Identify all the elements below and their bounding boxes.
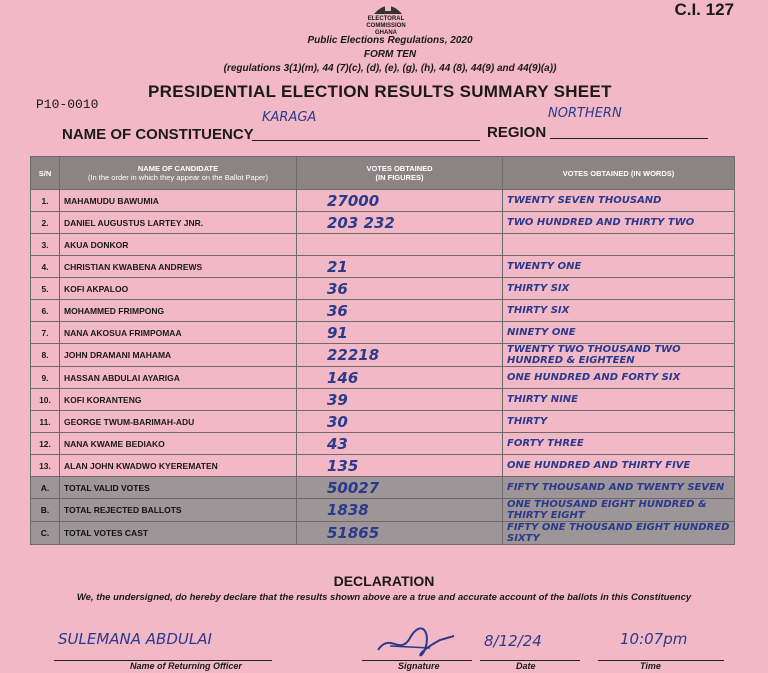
total-row: [31, 477, 735, 499]
candidate-name: ALAN JOHN KWADWO KYEREMATEN: [60, 455, 297, 477]
votes-figures: 146: [297, 367, 503, 389]
votes-figures: 135: [297, 455, 503, 477]
votes-words: NINETY ONE: [503, 322, 735, 344]
votes-words: THIRTY NINE: [503, 389, 735, 411]
constituency-value: KARAGA: [262, 110, 317, 125]
candidate-name: TOTAL VOTES CAST: [60, 522, 297, 545]
votes-words: TWENTY SEVEN THOUSAND: [503, 190, 735, 212]
regulation-refs: (regulations 3(1)(m), 44 (7)(c), (d), (e), (g), (h), 44 (8), 44(9) and 44(9)(a)): [223, 63, 557, 74]
date-value: 8/12/24: [484, 632, 542, 650]
form-name: FORM TEN: [363, 49, 417, 60]
region-line: [550, 138, 708, 139]
col-sn: S/N: [31, 157, 60, 190]
votes-figures: 39: [297, 389, 503, 411]
votes-words: THIRTY SIX: [503, 300, 735, 322]
total-row: [31, 522, 735, 545]
table-row: [31, 300, 735, 322]
table-row: [31, 389, 735, 411]
table-row: [31, 411, 735, 433]
votes-figures: 36: [297, 300, 503, 322]
row-sn: 2.: [31, 212, 60, 234]
row-sn: 8.: [31, 344, 60, 367]
votes-words: TWENTY ONE: [503, 256, 735, 278]
votes-figures: 30: [297, 411, 503, 433]
constituency-label: NAME OF CONSTITUENCY: [62, 126, 254, 143]
votes-figures: 21: [297, 256, 503, 278]
row-sn: 1.: [31, 190, 60, 212]
candidate-name: NANA KWAME BEDIAKO: [60, 433, 297, 455]
votes-figures: 43: [297, 433, 503, 455]
votes-figures: 36: [297, 278, 503, 300]
votes-words: FIFTY THOUSAND AND TWENTY SEVEN: [503, 477, 735, 499]
signature-mark: [370, 626, 460, 660]
candidate-name: MAHAMUDU BAWUMIA: [60, 190, 297, 212]
votes-figures: 22218: [297, 344, 503, 367]
region-value: NORTHERN: [548, 106, 622, 121]
candidate-name: KOFI KORANTENG: [60, 389, 297, 411]
table-row: [31, 367, 735, 389]
candidate-name: JOHN DRAMANI MAHAMA: [60, 344, 297, 367]
time-value: 10:07pm: [620, 630, 688, 648]
form-code: P10-0010: [36, 97, 99, 112]
table-row: [31, 433, 735, 455]
votes-words: [503, 234, 735, 256]
candidate-name: TOTAL VALID VOTES: [60, 477, 297, 499]
constituency-line: [252, 140, 480, 141]
col-words: VOTES OBTAINED (IN WORDS): [503, 157, 735, 190]
votes-figures: 27000: [297, 190, 503, 212]
row-sn: 11.: [31, 411, 60, 433]
table-row: [31, 455, 735, 477]
row-sn: A.: [31, 477, 60, 499]
row-sn: B.: [31, 499, 60, 522]
candidate-name: AKUA DONKOR: [60, 234, 297, 256]
table-row: [31, 344, 735, 367]
table-row: [31, 322, 735, 344]
votes-words: TWENTY TWO THOUSAND TWO HUNDRED & EIGHTEEN: [503, 344, 735, 367]
row-sn: 7.: [31, 322, 60, 344]
votes-words: ONE HUNDRED AND FORTY SIX: [503, 367, 735, 389]
votes-words: FORTY THREE: [503, 433, 735, 455]
candidate-name: NANA AKOSUA FRIMPOMAA: [60, 322, 297, 344]
declaration-title: DECLARATION: [333, 573, 435, 589]
region-label: REGION: [487, 124, 547, 141]
votes-words: ONE THOUSAND EIGHT HUNDRED & THIRTY EIGHT: [503, 499, 735, 522]
table-row: [31, 212, 735, 234]
row-sn: 10.: [31, 389, 60, 411]
commission-name: ELECTORAL COMMISSION GHANA: [366, 16, 406, 36]
table-row: [31, 234, 735, 256]
votes-words: THIRTY: [503, 411, 735, 433]
votes-figures: 203 232: [297, 212, 503, 234]
votes-words: TWO HUNDRED AND THIRTY TWO: [503, 212, 735, 234]
signature-label: Signature: [398, 661, 440, 671]
officer-label: Name of Returning Officer: [130, 661, 242, 671]
regulations-title: Public Elections Regulations, 2020: [307, 35, 473, 46]
votes-figures: 51865: [297, 522, 503, 545]
col-name: NAME OF CANDIDATE (In the order in which they appear on the Ballot Paper): [60, 157, 297, 190]
ci-number: C.I. 127: [674, 0, 734, 19]
officer-name: SULEMANA ABDULAI: [58, 630, 212, 648]
votes-words: ONE HUNDRED AND THIRTY FIVE: [503, 455, 735, 477]
candidate-name: HASSAN ABDULAI AYARIGA: [60, 367, 297, 389]
regulations-block: [200, 34, 580, 76]
row-sn: 13.: [31, 455, 60, 477]
declaration-text: We, the undersigned, do hereby declare that the results shown above are a true and accurate account of the ballots in this Constituency: [76, 592, 692, 603]
row-sn: C.: [31, 522, 60, 545]
time-line: [598, 660, 724, 661]
candidate-name: KOFI AKPALOO: [60, 278, 297, 300]
time-label: Time: [640, 661, 661, 671]
votes-figures: [297, 234, 503, 256]
row-sn: 9.: [31, 367, 60, 389]
candidate-name: GEORGE TWUM-BARIMAH-ADU: [60, 411, 297, 433]
table-row: [31, 190, 735, 212]
votes-figures: 50027: [297, 477, 503, 499]
row-sn: 12.: [31, 433, 60, 455]
table-row: [31, 256, 735, 278]
votes-figures: 91: [297, 322, 503, 344]
total-row: [31, 499, 735, 522]
candidate-name: CHRISTIAN KWABENA ANDREWS: [60, 256, 297, 278]
results-table: [30, 156, 735, 545]
votes-words: THIRTY SIX: [503, 278, 735, 300]
votes-figures: 1838: [297, 499, 503, 522]
row-sn: 6.: [31, 300, 60, 322]
candidate-name: DANIEL AUGUSTUS LARTEY JNR.: [60, 212, 297, 234]
table-row: [31, 278, 735, 300]
candidate-name: MOHAMMED FRIMPONG: [60, 300, 297, 322]
votes-words: FIFTY ONE THOUSAND EIGHT HUNDRED SIXTY: [503, 522, 735, 545]
date-label: Date: [516, 661, 536, 671]
coat-of-arms-icon: [370, 0, 406, 16]
row-sn: 4.: [31, 256, 60, 278]
col-figures: VOTES OBTAINED (IN FIGURES): [297, 157, 503, 190]
candidate-name: TOTAL REJECTED BALLOTS: [60, 499, 297, 522]
page-title: PRESIDENTIAL ELECTION RESULTS SUMMARY SHEET: [148, 82, 612, 101]
row-sn: 5.: [31, 278, 60, 300]
row-sn: 3.: [31, 234, 60, 256]
